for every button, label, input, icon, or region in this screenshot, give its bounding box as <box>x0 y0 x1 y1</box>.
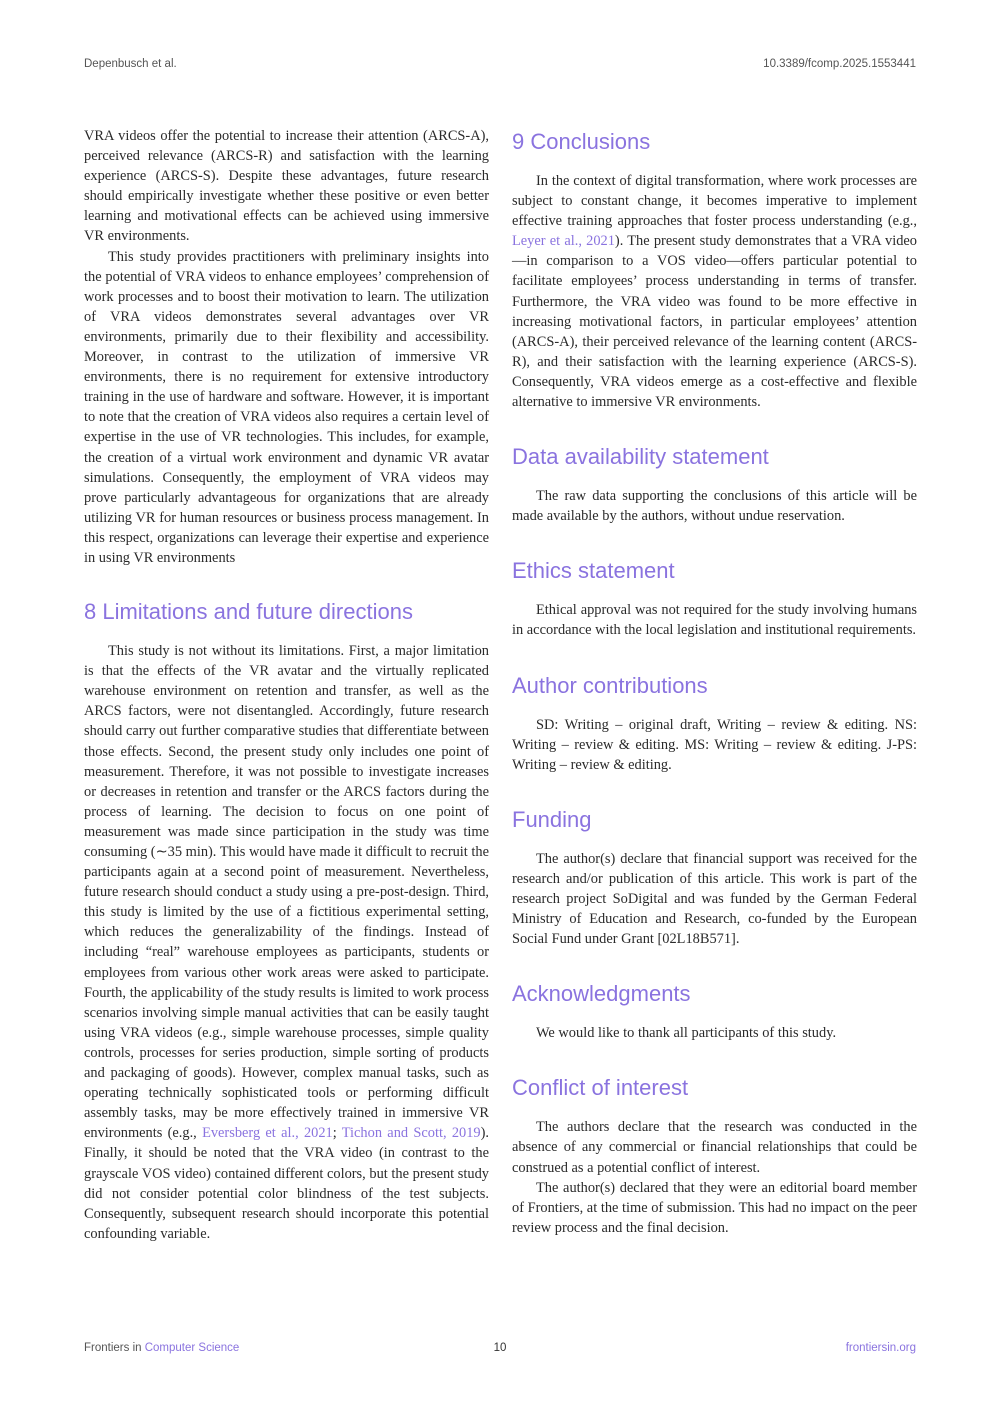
paragraph-ethics: Ethical approval was not required for the study involving humans in accordance with the local legislation and institutional requirements. <box>512 602 917 639</box>
footer-journal-name[interactable]: Computer Science <box>144 1342 240 1354</box>
citation-eversberg[interactable]: Eversberg et al., 2021 <box>202 1125 333 1142</box>
paragraph-conclusions <box>512 171 917 412</box>
heading-conflict-of-interest: Conflict of interest <box>512 1075 689 1101</box>
footer-journal <box>84 1342 239 1354</box>
footer-journal-prefix: Frontiers in <box>84 1342 145 1354</box>
limitations-text-b: ). Finally, it should be noted that the VRA video (in contrast to the grayscale VOS video) contained different colors, but the present study did not consider potential color blindness of the test subjects. Consequently, subsequent research should incorporate this potential confounding variable. <box>84 1125 489 1242</box>
heading-author-contributions: Author contributions <box>512 672 708 698</box>
paragraph-acknowledgments: We would like to thank all participants of this study. <box>536 1025 837 1042</box>
heading-limitations: 8 Limitations and future directions <box>84 599 413 625</box>
footer-site-link[interactable]: frontiersin.org <box>845 1342 916 1354</box>
conclusions-text-b: ). The present study demonstrates that a VRA video—in comparison to a VOS video—offers particular potential to facilitate employees’ process understanding in terms of transfer. Furthermore, the VRA video was found to be more effective in increasing motivational factors, in particular employees’ attention (ARCS-A), their perceived relevance of the learning content (ARCS-R), and their satisfaction with the learning experience (ARCS-S). Consequently, VRA videos emerge as a cost-effective and flexible alternative to immersive VR environments. <box>512 233 917 411</box>
page-number: 10 <box>493 1342 507 1354</box>
right-column <box>512 126 917 1238</box>
paragraph-funding: The author(s) declare that financial support was received for the research and/or publication of this article. This work is part of the research project SoDigital and was funded by the German Federal Ministry of Education and Research, co-funded by the European Social Fund under Grant [02L18B571]. <box>512 850 917 948</box>
paragraph-conflict-2: The author(s) declared that they were an editorial board member of Frontiers, at the time of submission. This had no impact on the peer review process and the final decision. <box>512 1179 917 1236</box>
citation-leyer[interactable]: Leyer et al., 2021 <box>512 233 615 250</box>
citation-separator: ; <box>332 1125 342 1142</box>
paragraph-practitioners: This study provides practitioners with preliminary insights into the potential of VRA videos to enhance employees’ comprehension of work processes and to boost their motivation to learn. The utilization of VRA videos demonstrates several advantages over VR environments, primarily due to their flexibility and accessibility. Moreover, in contrast to the utilization of immersive VR environments, there is no requirement for extensive introductory training in the use of hardware and software. However, it is important to note that the creation of VRA videos also requires a certain level of expertise in the use of VR technologies. This includes, for example, the creation of a virtual work environment and dynamic VR avatar simulations. Consequently, the employment of VRA videos may prove particularly advantageous for organizations that are already utilizing VR for human resources or business process management. In this respect, organizations can leverage their expertise and experience in using VR environments <box>84 248 489 566</box>
paragraph-vra-potential: VRA videos offer the potential to increase their attention (ARCS-A), perceived relevance (ARCS-R) and satisfaction with the learning experience (ARCS-S). Despite these advantages, future research should empirically investigate whether these positive or even better learning and motivational effects can be achieved using immersive VR environments. <box>84 128 489 245</box>
running-header-doi: 10.3389/fcomp.2025.1553441 <box>763 58 916 70</box>
paragraph-limitations <box>84 641 489 1244</box>
heading-data-availability: Data availability statement <box>512 444 769 470</box>
limitations-text-a: This study is not without its limitations. First, a major limitation is that the effects of the VR avatar and the virtually replicated warehouse environment on retention and transfer, as well as the ARCS factors, were not disentangled. Accordingly, future research should carry out further comparative studies that differentiate between those effects. Second, the present study only includes one point of measurement. Therefore, it was not possible to investigate increases or decreases in retention and transfer or the ARCS factors during the process of learning. The decision to focus on one point of measurement was made since participation in the study was time consuming (∼35 min). This would have made it difficult to recruit the participants again at a second point of measurement. Nevertheless, future research should conduct a study using a pre-post-design. Third, this study is limited by the use of a fictitious experimental setting, which reduces the generalizability of the findings. Instead of including “real” warehouse employees as participants, students or employees from various other work areas were asked to participate. Fourth, the applicability of the study results is limited to work process scenarios involving simple manual activities that can be easily taught using VRA videos (e.g., simple warehouse processes, simple quality controls, processes for series production, simple sorting of products and packaging of goods). However, complex manual tasks, such as operating technically sophisticated tools or performing difficult assembly tasks, may be more effectively trained in immersive VR environments (e.g., <box>84 643 489 1142</box>
paragraph-data-availability: The raw data supporting the conclusions of this article will be made available by the authors, without undue reservation. <box>512 488 917 525</box>
heading-funding: Funding <box>512 806 592 832</box>
conclusions-text-a: In the context of digital transformation, where work processes are subject to constant change, it becomes imperative to implement effective training approaches that foster process understanding (e.g., <box>512 173 917 230</box>
heading-conclusions: 9 Conclusions <box>512 129 651 154</box>
paragraph-conflict-1: The authors declare that the research was conducted in the absence of any commercial or financial relationships that could be construed as a potential conflict of interest. <box>512 1119 917 1176</box>
citation-tichon[interactable]: Tichon and Scott, 2019 <box>341 1125 481 1142</box>
heading-acknowledgments: Acknowledgments <box>512 981 691 1007</box>
paragraph-author-contributions: SD: Writing – original draft, Writing – review & editing. NS: Writing – review & editing. MS: Writing – review & editing. J-PS: Writing – review & editing. <box>512 716 917 773</box>
running-header-authors: Depenbusch et al. <box>84 58 177 70</box>
heading-ethics: Ethics statement <box>512 558 675 584</box>
left-column <box>84 126 489 1244</box>
